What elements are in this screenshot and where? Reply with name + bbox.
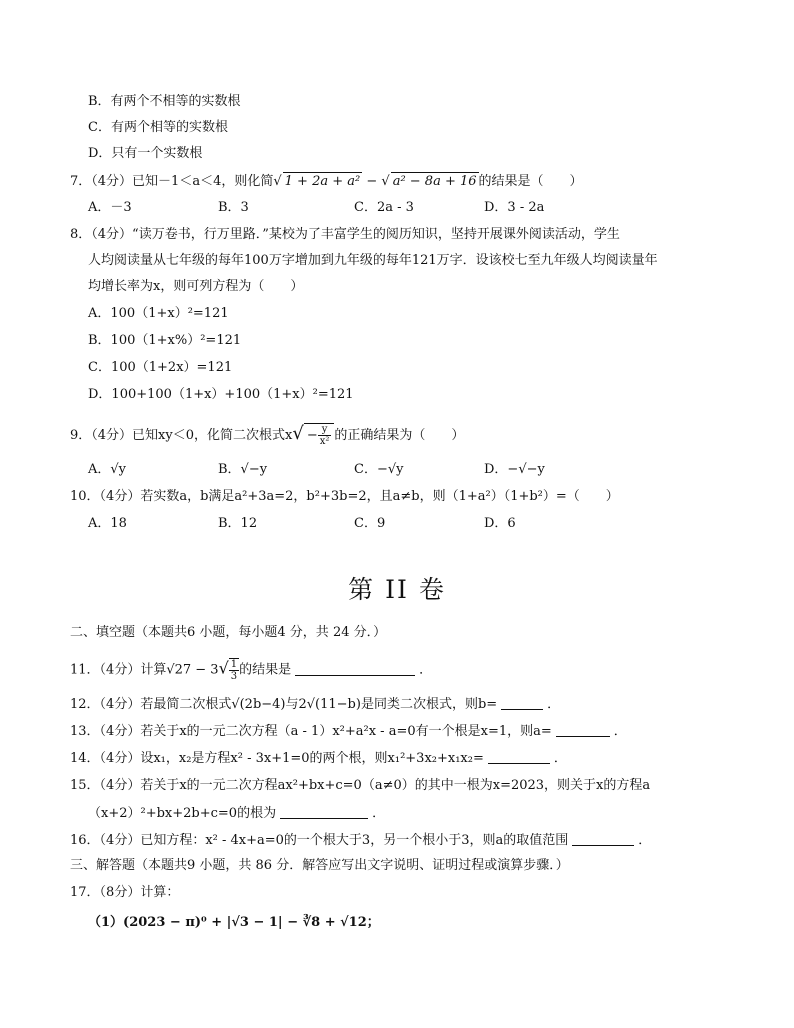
q7-option-d: D．3 - 2a	[484, 200, 545, 215]
q8-option-d: D．100+100（1+x）+100（1+x）²=121	[88, 387, 354, 402]
q14-stem: 14．（4分）设x₁，x₂是方程x² - 3x+1=0的两个根，则x₁²+3x₂+x₁x₂= ．	[70, 751, 567, 766]
q10-option-c: C．9	[354, 516, 386, 531]
q7-option-b: B．3	[218, 200, 249, 215]
solve-section-header: 三、解答题（本题共9 小题，共 86 分．解答应写出文字说明、证明过程或演算步骤．）	[70, 858, 569, 873]
q12-stem: 12．（4分）若最简二次根式√(2b−4)与2√(11−b)是同类二次根式，则b= ．	[70, 697, 561, 712]
q6-option-d: D．只有一个实数根	[88, 146, 203, 161]
q7-option-a: A．－3	[88, 200, 132, 215]
q8-line-1: 8．（4分）“读万卷书，行万里路．”某校为了丰富学生的阅历知识，坚持开展课外阅读活动，学生	[70, 227, 620, 242]
q9-fraction: $\frac{y}{\text{x²}}$	[319, 424, 330, 447]
q8-line-3: 均增长率为x，则可列方程为（ ）	[88, 279, 304, 294]
q9-option-c: C．−√y	[354, 462, 404, 477]
q9-option-b: B．√−y	[218, 462, 268, 477]
q14-answer-blank[interactable]	[488, 749, 550, 764]
q7-stem: 7．（4分）已知－1＜a＜4，则化简√ 1 + 2a + a² − √ a² − 8a + 16 的结果是（ ）	[70, 174, 583, 189]
q15-answer-blank[interactable]	[280, 804, 368, 819]
q7-option-c: C．2a - 3	[354, 200, 414, 215]
q11-fraction: $\frac{1}{3}$	[230, 659, 238, 682]
section-title: 第 II 卷	[348, 575, 446, 604]
q17-part-1: （1）(2023 − π)⁰ + |√3 − 1| − ∛8 + √12；	[88, 915, 380, 930]
q6-option-c: C．有两个相等的实数根	[88, 120, 228, 135]
q16-stem: 16．（4分）已知方程：x² - 4x+a=0的一个根大于3，另一个根小于3，则a的取值范围 ．	[70, 833, 652, 848]
q10-option-a: A．18	[88, 516, 127, 531]
fill-in-section-header: 二、填空题（本题共6 小题，每小题4 分，共 24 分．）	[70, 625, 387, 640]
q15-line-2: （x+2）²+bx+2b+c=0的根为 ．	[88, 806, 386, 821]
q12-answer-blank[interactable]	[501, 695, 543, 710]
q10-stem: 10．（4分）若实数a，b满足a²+3a=2，b²+3b=2，且a≠b，则（1+a²）（1+b²）=（ ）	[70, 489, 619, 504]
q10-option-d: D．6	[484, 516, 516, 531]
q8-line-2: 人均阅读量从七年级的每年100万字增加到九年级的每年121万字．设该校七至九年级人均阅读量年	[88, 253, 658, 268]
q8-option-b: B．100（1+x%）²=121	[88, 333, 242, 348]
q16-answer-blank[interactable]	[572, 831, 634, 846]
q15-line-1: 15．（4分）若关于x的一元二次方程ax²+bx+c=0（a≠0）的其中一根为x=2023，则关于x的方程a	[70, 778, 651, 793]
q8-option-c: C．100（1+2x）=121	[88, 360, 233, 375]
q13-stem: 13．（4分）若关于x的一元二次方程（a - 1）x²+a²x - a=0有一个根是x=1，则a= ．	[70, 724, 627, 739]
q9-stem: 9．（4分）已知xy＜0，化简二次根式x√ − $\frac{y}{\text{x²}}$ 的正确结果为（ ）	[70, 423, 465, 447]
q8-option-a: A．100（1+x）²=121	[88, 306, 229, 321]
q11-answer-blank[interactable]	[295, 661, 415, 676]
q6-option-b: B．有两个不相等的实数根	[88, 94, 241, 109]
q7-radicand-1: 1 + 2a + a²	[284, 174, 361, 189]
q9-option-a: A．√y	[88, 462, 127, 477]
q17-stem: 17．（8分）计算：	[70, 885, 180, 900]
q11-stem: 11．（4分）计算√27 − 3√ $\frac{1}{3}$ 的结果是 ．	[70, 658, 433, 682]
q7-radicand-2: a² − 8a + 16	[392, 174, 477, 189]
q10-option-b: B．12	[218, 516, 258, 531]
q13-answer-blank[interactable]	[556, 722, 610, 737]
q9-option-d: D．−√−y	[484, 462, 545, 477]
